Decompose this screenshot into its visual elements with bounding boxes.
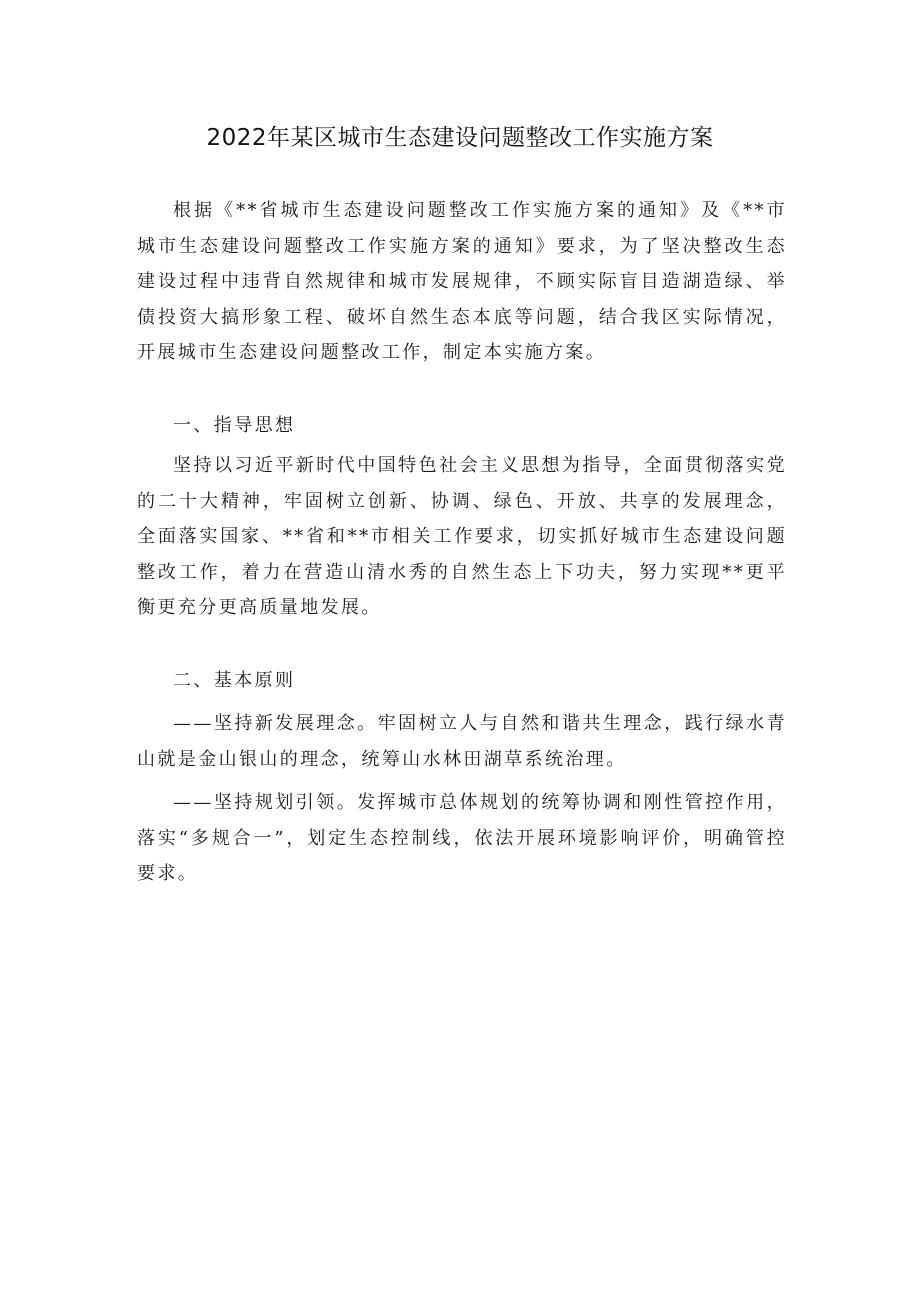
- principle-paragraph-planning: ——坚持规划引领。发挥城市总体规划的统筹协调和刚性管控作用，落实“多规合一”，划定生态控制线，依法开展环境影响评价，明确管控要求。: [137, 792, 787, 884]
- document-title: 2022年某区城市生态建设问题整改工作实施方案: [206, 125, 714, 151]
- section-heading-basic-principles: 二、基本原则: [173, 669, 296, 691]
- guiding-ideology-paragraph: 坚持以习近平新时代中国特色社会主义思想为指导，全面贯彻落实党的二十大精神，牢固树立创新、协调、绿色、开放、共享的发展理念，全面落实国家、**省和**市相关工作要求，切实抓好城市生态建设问题整改工作，着力在营造山清水秀的自然生态上下功夫，努力实现**更平衡更充分更高质量地发展。: [137, 455, 787, 618]
- principle-paragraph-new-development: ——坚持新发展理念。牢固树立人与自然和谐共生理念，践行绿水青山就是金山银山的理念，统筹山水林田湖草系统治理。: [137, 713, 787, 770]
- section-heading-guiding-ideology: 一、指导思想: [173, 414, 296, 436]
- document-body: [137, 193, 787, 892]
- intro-paragraph: 根据《**省城市生态建设问题整改工作实施方案的通知》及《**市城市生态建设问题整改工作实施方案的通知》要求，为了坚决整改生态建设过程中违背自然规律和城市发展规律，不顾实际盲目造湖造绿、举债投资大搞形象工程、破坏自然生态本底等问题，结合我区实际情况，开展城市生态建设问题整改工作，制定本实施方案。: [137, 200, 787, 363]
